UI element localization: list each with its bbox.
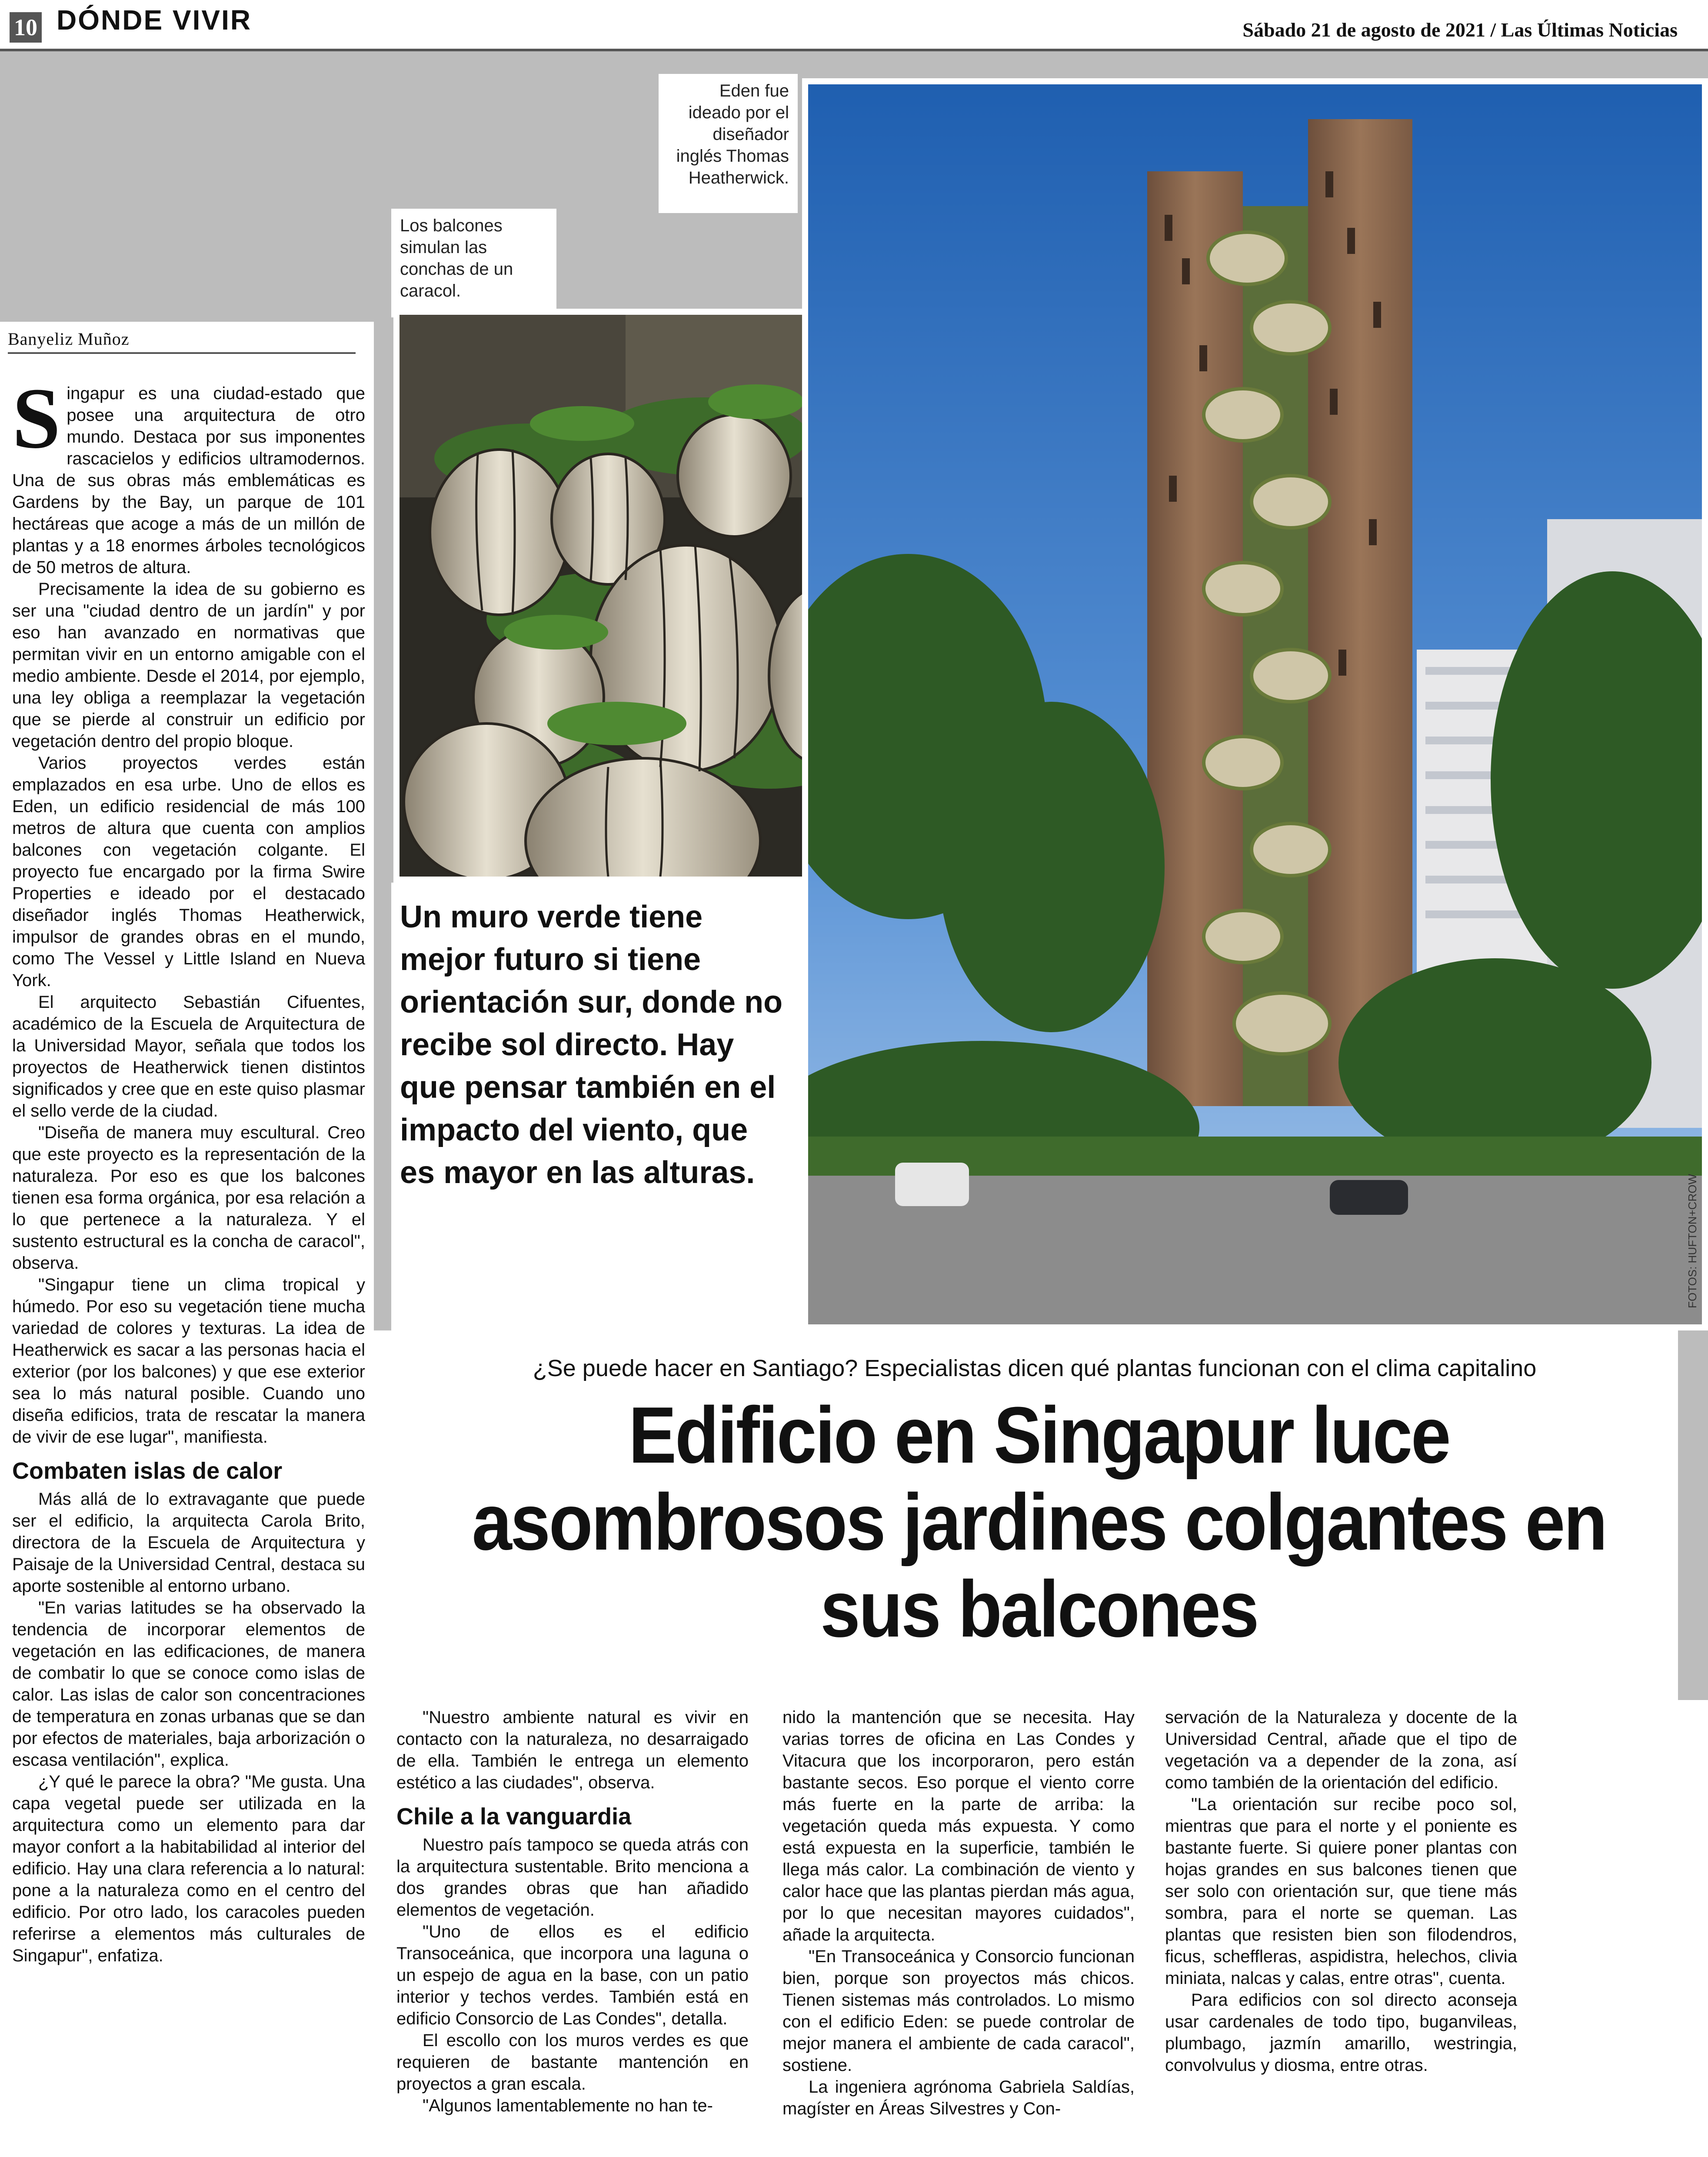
column-4 xyxy=(1165,1707,1517,2076)
kicker: ¿Se puede hacer en Santiago? Especialistas dicen qué plantas funcionan con el clima capitalino xyxy=(533,1355,1537,1381)
paragraph: Nuestro país tampoco se queda atrás con la arquitectura sustentable. Brito menciona a dos grandes obras que han añadido elementos de vegetación. xyxy=(396,1835,749,1920)
column-2 xyxy=(396,1707,749,2117)
headline: Edificio en Singapur luce asombrosos jardines colgantes en sus balcones xyxy=(472,1390,1606,1654)
paragraph: El escollo con los muros verdes es que requieren de bastante mantención en proyectos a gran escala. xyxy=(396,2031,749,2094)
separator: / xyxy=(1490,19,1496,41)
paragraph: Más allá de lo extravagante que puede ser el edificio, la arquitecta Carola Brito, directora de la Escuela de Arquitectura y Paisaje de la Universidad Central, destaca su aporte sostenible al entorno urbano. xyxy=(12,1490,365,1596)
paragraph: "Nuestro ambiente natural es vivir en contacto con la naturaleza, no desarraigado de ella. También le entrega un elemento estético a las ciudades", observa. xyxy=(396,1708,749,1792)
subhead: Combaten islas de calor xyxy=(12,1458,283,1484)
caption-eden: Eden fue ideado por el diseñador inglés Thomas Heatherwick. xyxy=(659,74,798,213)
paragraph: nido la mantención que se necesita. Hay varias torres de oficina en Las Condes y Vitacura que los incorporaron, pero están bastante secos. Eso porque el viento corre más fuerte en la parte de arriba: la vegetación queda más expuesta. Y como está expuesta en la superficie, también le llega más calor. La combinación de viento y calor hace que las plantas pierdan más agua, por lo que necesitan mayores cuidados", añade la arquitecta. xyxy=(782,1708,1135,1944)
paragraph: "Diseña de manera muy escultural. Creo que este proyecto es la representación de la naturaleza. Por eso es que los balcones tienen esa forma orgánica, por esa relación a lo que pertenece a la naturaleza. Y el sustento estructural es la concha de caracol", observa. xyxy=(12,1123,365,1273)
tower-photo xyxy=(802,78,1708,1330)
dateline xyxy=(1242,20,1678,40)
paragraph: Para edificios con sol directo aconseja usar cardenales de todo tipo, buganvileas, plumbago, jazmín amarillo, westringia, convolvulus y diosma, entre otras. xyxy=(1165,1990,1517,2075)
photo-credit: FOTOS: HUFTON+CROW xyxy=(1686,1174,1699,1308)
paragraph: Singapur es una ciudad-estado que posee una arquitectura de otro mundo. Destaca por sus imponentes rascacielos y edificios ultramodernos. Una de sus obras más emblemáticas es Gardens by the Bay, un parque de 101 hectáreas que acoge a más de un millón de plantas y a 18 enormes árboles tecnológicos de 50 metros de altura. xyxy=(12,370,365,577)
paragraph: "En varias latitudes se ha observado la tendencia de incorporar elementos de vegetación en las edificaciones, de manera de combatir lo que se conoce como islas de calor. Las islas de calor son concentraciones de temperatura en zonas urbanas que se dan por efectos de materiales, baja arborización o escasa ventilación", explica. xyxy=(12,1598,365,1770)
column-3 xyxy=(782,1707,1135,2120)
dropcap: S xyxy=(12,370,61,467)
paragraph: "La orientación sur recibe poco sol, mientras que para el norte y el poniente es bastante fuerte. Si quiere poner plantas con hojas grandes en sus balcones tienen que ser solo con orientación sur, que tiene más sombra, para el norte se queman. Las plantas que resisten bien son filodendros, ficus, scheffleras, aspidistra, helechos, clivia miniata, nalcas y calas, entre otras", cuenta. xyxy=(1165,1795,1517,1988)
page-number: 10 xyxy=(10,12,42,43)
subhead: Chile a la vanguardia xyxy=(396,1804,632,1830)
caption-balcones: Los balcones simulan las conchas de un caracol. xyxy=(391,209,556,317)
byline: Banyeliz Muñoz xyxy=(8,330,356,354)
column-1 xyxy=(12,370,365,1967)
paragraph: El arquitecto Sebastián Cifuentes, académico de la Escuela de Arquitectura de la Universidad Mayor, señala que todos los proyectos de Heatherwick tienen distintos significados y cree que en este quiso plasmar el sello verde de la ciudad. xyxy=(12,993,365,1120)
paragraph: servación de la Naturaleza y docente de la Universidad Central, añade que el tipo de vegetación va a depender de la zona, así como también de la orientación del edificio. xyxy=(1165,1708,1517,1792)
tower-image xyxy=(808,84,1702,1324)
paragraph: ¿Y qué le parece la obra? "Me gusta. Una capa vegetal puede ser utilizada en la arquitectura como un elemento para dar mayor confort a la habitabilidad al interior del edificio. Hay una clara referencia a lo natural: pone a la naturaleza como en el centro del edificio. Por otro lado, los caracoles pueden referirse a elementos más culturales de Singapur", enfatiza. xyxy=(12,1772,365,1966)
paragraph: "Algunos lamentablemente no han te- xyxy=(423,2096,713,2116)
pull-quote: Un muro verde tiene mejor futuro si tiene orientación sur, donde no recibe sol directo. Hay que pensar también en el impacto del viento, que es mayor en las alturas. xyxy=(400,900,783,1190)
paragraph: Varios proyectos verdes están emplazados en esa urbe. Uno de ellos es Eden, un edificio residencial de más 100 metros de altura que cuenta con amplios balcones con vegetación colgante. El proyecto fue encargado por la firma Swire Properties e ideado por el destacado diseñador inglés Thomas Heatherwick, impulsor de grandes obras en el mundo, como The Vessel y Little Island en Nueva York. xyxy=(12,753,365,990)
page-header xyxy=(0,0,1708,51)
date: Sábado 21 de agosto de 2021 xyxy=(1242,19,1485,41)
paragraph: "Uno de ellos es el edificio Transoceánica, que incorpora una laguna o un espejo de agua en la base, con un patio interior y techos verdes. También está en edificio Consorcio de Las Condes", detalla. xyxy=(396,1922,749,2029)
paragraph: "En Transoceánica y Consorcio funcionan bien, porque son proyectos más chicos. Tienen sistemas más controlados. Lo mismo con el edificio Eden: se puede controlar de mejor manera el ambiente de cada caracol", sostiene. xyxy=(782,1947,1135,2075)
publication-name: Las Últimas Noticias xyxy=(1501,19,1678,41)
balcony-image xyxy=(400,315,861,877)
balcony-photo xyxy=(393,309,867,883)
paragraph: "Singapur tiene un clima tropical y húmedo. Por eso su vegetación tiene mucha variedad de colores y texturas. La idea de Heatherwick es sacar a las personas hacia el exterior (por los balcones) y que ese exterior sea lo más natural posible. Cuando uno diseña edificios, trata de rescatar la manera de vivir de ese lugar", manifiesta. xyxy=(12,1275,365,1447)
section-title: DÓNDE VIVIR xyxy=(57,4,252,36)
paragraph: Precisamente la idea de su gobierno es ser una "ciudad dentro de un jardín" y por eso han avanzado en normativas que permitan vivir en un entorno amigable con el medio ambiente. Desde el 2014, por ejemplo, una ley obliga a reemplazar la vegetación que se pierde al construir un edificio por vegetación dentro del propio bloque. xyxy=(12,580,365,751)
paragraph: La ingeniera agrónoma Gabriela Saldías, magíster en Áreas Silvestres y Con- xyxy=(782,2077,1135,2118)
